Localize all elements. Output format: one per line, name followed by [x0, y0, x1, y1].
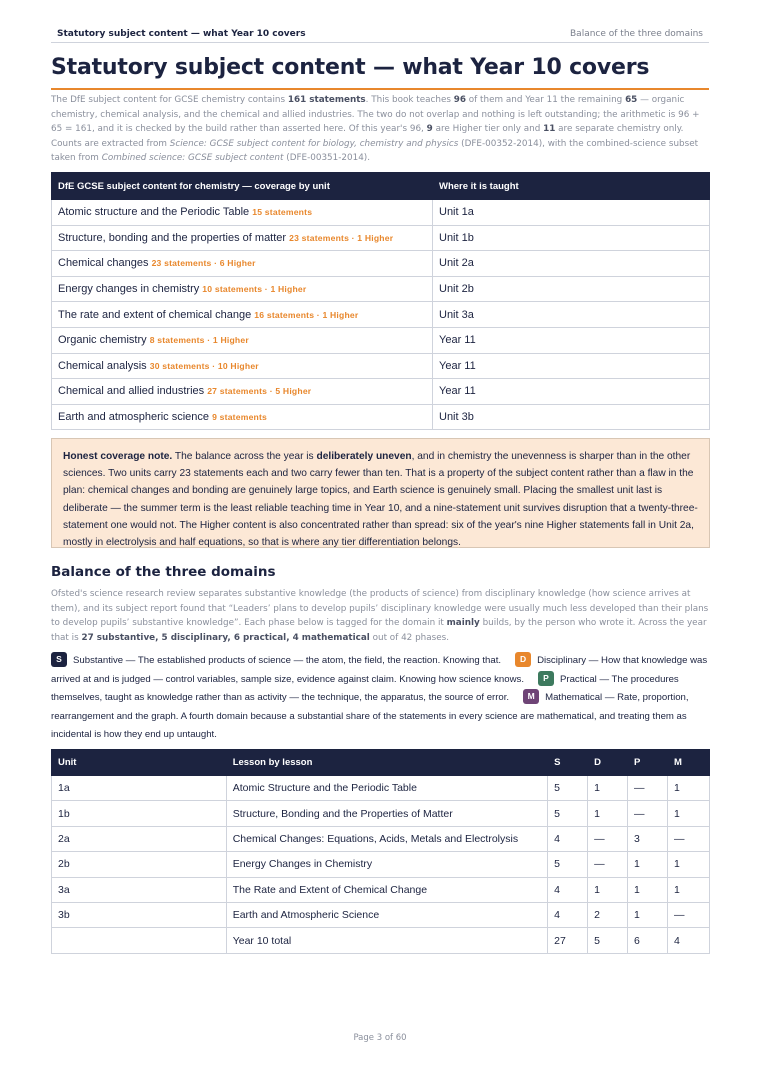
- unit-cell: 3b: [52, 902, 227, 927]
- col-m: M: [668, 750, 710, 776]
- practical-chip: P: [538, 671, 554, 686]
- statement-count: 23 statements · 6 Higher: [151, 258, 256, 269]
- legend-mathematical: Mathematical — Rate, proportion, rearrangement and the graph. A fourth domain because a substantial share of the statements in every science are mathematical, and treating them as incidental is how they end up untaught.: [51, 692, 689, 741]
- topic-cell: Earth and atmospheric science 9 statements: [52, 404, 433, 430]
- unit-cell: 2b: [52, 852, 227, 877]
- lesson-cell: Atomic Structure and the Periodic Table: [226, 776, 547, 801]
- statement-count: 15 statements: [252, 207, 313, 218]
- where-cell: Year 11: [433, 379, 710, 405]
- balance-header-row: [52, 750, 710, 776]
- coverage-note-callout: Honest coverage note. The balance across the year is deliberately uneven, and in chemistry the unevenness is sharper than in the other sciences. Two units carry 23 statements each and two carry fewer than ten. That is a property of the subject content rather than a flaw in the plan: chemical changes and bonding are genuinely large topics, and Earth science is genuinely small. Placing the smallest unit last is deliberate — the summer term is the least reliable teaching time in Year 10, and a nine-statement unit survives disruption that a twenty-three-statement one would not. The Higher content is also concentrated rather than spread: six of the year's nine Higher statements fall in Unit 2a, mostly in electrolysis and half equations, so that is where any tier differentiation belongs.: [51, 438, 710, 548]
- total-row: [52, 928, 710, 953]
- unit-cell: 3a: [52, 877, 227, 902]
- statement-count: 16 statements · 1 Higher: [254, 309, 359, 320]
- d-cell: 1: [588, 877, 628, 902]
- s-cell: 27: [548, 928, 588, 953]
- table-row: [52, 302, 710, 328]
- lesson-cell: Energy Changes in Chemistry: [226, 852, 547, 877]
- topic-cell: Chemical changes 23 statements · 6 Higher: [52, 251, 433, 277]
- running-header-right: Balance of the three domains: [570, 29, 703, 39]
- topic-cell: Atomic structure and the Periodic Table 15 statements: [52, 200, 433, 226]
- d-cell: 2: [588, 902, 628, 927]
- d-cell: 5: [588, 928, 628, 953]
- p-cell: —: [628, 801, 668, 826]
- d-cell: —: [588, 826, 628, 851]
- page-number: Page 3 of 60: [353, 1033, 407, 1043]
- col-lesson: Lesson by lesson: [226, 750, 547, 776]
- m-cell: 1: [668, 776, 710, 801]
- s-cell: 5: [548, 852, 588, 877]
- unit-cell: 1b: [52, 801, 227, 826]
- topic-cell: Chemical analysis 30 statements · 10 Higher: [52, 353, 433, 379]
- statement-count: 8 statements · 1 Higher: [149, 335, 249, 346]
- statement-count: 23 statements · 1 Higher: [289, 232, 394, 243]
- s-cell: 4: [548, 877, 588, 902]
- table-row: [52, 225, 710, 251]
- where-cell: Unit 2a: [433, 251, 710, 277]
- p-cell: 6: [628, 928, 668, 953]
- lesson-cell: Year 10 total: [226, 928, 547, 953]
- table-row: [52, 826, 710, 851]
- table-row: [52, 327, 710, 353]
- table-row: [52, 877, 710, 902]
- table-row: [52, 801, 710, 826]
- col-unit: Unit: [52, 750, 227, 776]
- statement-count: 30 statements · 10 Higher: [149, 360, 259, 371]
- table-row: [52, 200, 710, 226]
- legend-practical: Practical — The procedures themselves, taught as knowledge rather than as activity — the technique, the apparatus, the source of error.: [51, 673, 679, 704]
- s-cell: 4: [548, 902, 588, 927]
- table-row: [52, 404, 710, 430]
- disciplinary-chip: D: [515, 652, 531, 667]
- table-row: [52, 379, 710, 405]
- page-title: Statutory subject content — what Year 10 covers: [51, 54, 709, 90]
- statement-count: 9 statements: [212, 412, 268, 423]
- table-row: [52, 776, 710, 801]
- p-cell: 3: [628, 826, 668, 851]
- domain-balance-table: [51, 749, 710, 954]
- where-cell: Year 11: [433, 327, 710, 353]
- coverage-header-where: Where it is taught: [433, 173, 710, 200]
- s-cell: 5: [548, 776, 588, 801]
- topic-cell: Organic chemistry 8 statements · 1 Higher: [52, 327, 433, 353]
- table-row: [52, 251, 710, 277]
- d-cell: 1: [588, 776, 628, 801]
- m-cell: 4: [668, 928, 710, 953]
- d-cell: 1: [588, 801, 628, 826]
- where-cell: Year 11: [433, 353, 710, 379]
- domain-legend: [51, 652, 710, 745]
- coverage-header-row: [52, 173, 710, 200]
- substantive-chip: S: [51, 652, 67, 667]
- intro-paragraph: The DfE subject content for GCSE chemistry contains 161 statements. This book teaches 96 of them and Year 11 the remaining 65 — organic chemistry, chemical analysis, and the chemical and allied industries. The two do not overlap and nothing is left outstanding; the arithmetic is 96 + 65 = 161, and it is checked by the build rather than asserted here. Of this year's 96, 9 are Higher tier only and 11 are separate chemistry only. Counts are extracted from Science: GCSE subject content for biology, chemistry and physics (DFE-00352-2014), with the combined-science subset taken from Combined science: GCSE subject content (DFE-00351-2014).: [51, 95, 700, 164]
- table-row: [52, 276, 710, 302]
- note-lead: Honest coverage note.: [63, 451, 173, 462]
- table-row: [52, 852, 710, 877]
- coverage-table: [51, 172, 710, 430]
- table-row: [52, 902, 710, 927]
- lesson-cell: Chemical Changes: Equations, Acids, Metals and Electrolysis: [226, 826, 547, 851]
- legend-substantive: Substantive — The established products of science — the atom, the field, the reaction. Knowing that.: [73, 655, 502, 666]
- col-s: S: [548, 750, 588, 776]
- where-cell: Unit 1b: [433, 225, 710, 251]
- p-cell: 1: [628, 852, 668, 877]
- table-row: [52, 353, 710, 379]
- m-cell: 1: [668, 877, 710, 902]
- statement-count: 10 statements · 1 Higher: [202, 284, 307, 295]
- where-cell: Unit 3a: [433, 302, 710, 328]
- where-cell: Unit 2b: [433, 276, 710, 302]
- m-cell: —: [668, 902, 710, 927]
- where-cell: Unit 1a: [433, 200, 710, 226]
- lesson-cell: Structure, Bonding and the Properties of Matter: [226, 801, 547, 826]
- coverage-header-topic: DfE GCSE subject content for chemistry — coverage by unit: [52, 173, 433, 200]
- d-cell: —: [588, 852, 628, 877]
- unit-cell: 2a: [52, 826, 227, 851]
- col-d: D: [588, 750, 628, 776]
- unit-cell: [52, 928, 227, 953]
- col-p: P: [628, 750, 668, 776]
- m-cell: 1: [668, 852, 710, 877]
- topic-cell: Energy changes in chemistry 10 statements · 1 Higher: [52, 276, 433, 302]
- where-cell: Unit 3b: [433, 404, 710, 430]
- s-cell: 4: [548, 826, 588, 851]
- topic-cell: Chemical and allied industries 27 statements · 5 Higher: [52, 379, 433, 405]
- m-cell: —: [668, 826, 710, 851]
- p-cell: —: [628, 776, 668, 801]
- s-cell: 5: [548, 801, 588, 826]
- lesson-cell: Earth and Atmospheric Science: [226, 902, 547, 927]
- section-heading: Balance of the three domains: [51, 564, 276, 580]
- statement-count: 27 statements · 5 Higher: [207, 386, 312, 397]
- mathematical-chip: M: [523, 689, 539, 704]
- topic-cell: Structure, bonding and the properties of matter 23 statements · 1 Higher: [52, 225, 433, 251]
- lesson-cell: The Rate and Extent of Chemical Change: [226, 877, 547, 902]
- running-header: [51, 27, 709, 43]
- domains-paragraph: Ofsted's science research review separates substantive knowledge (the products of science) from disciplinary knowledge (how science arrives at them), and its subject report found that “Leaders’ plans to develop pupils’ disciplinary knowledge were usually much less developed than their plans to develop pupils’ substantive knowledge”. Each phase below is tagged for the domain it mainly builds, by the person who wrote it. Across the year that is 27 substantive, 5 disciplinary, 6 practical, 4 mathematical out of 42 phases.: [51, 589, 709, 643]
- running-header-left: Statutory subject content — what Year 10 covers: [57, 29, 306, 39]
- unit-cell: 1a: [52, 776, 227, 801]
- topic-cell: The rate and extent of chemical change 16 statements · 1 Higher: [52, 302, 433, 328]
- p-cell: 1: [628, 877, 668, 902]
- p-cell: 1: [628, 902, 668, 927]
- legend-disciplinary: Disciplinary — How that knowledge was arrived at and is judged — control variables, sample size, evidence against claim. Knowing how science knows.: [51, 655, 708, 685]
- m-cell: 1: [668, 801, 710, 826]
